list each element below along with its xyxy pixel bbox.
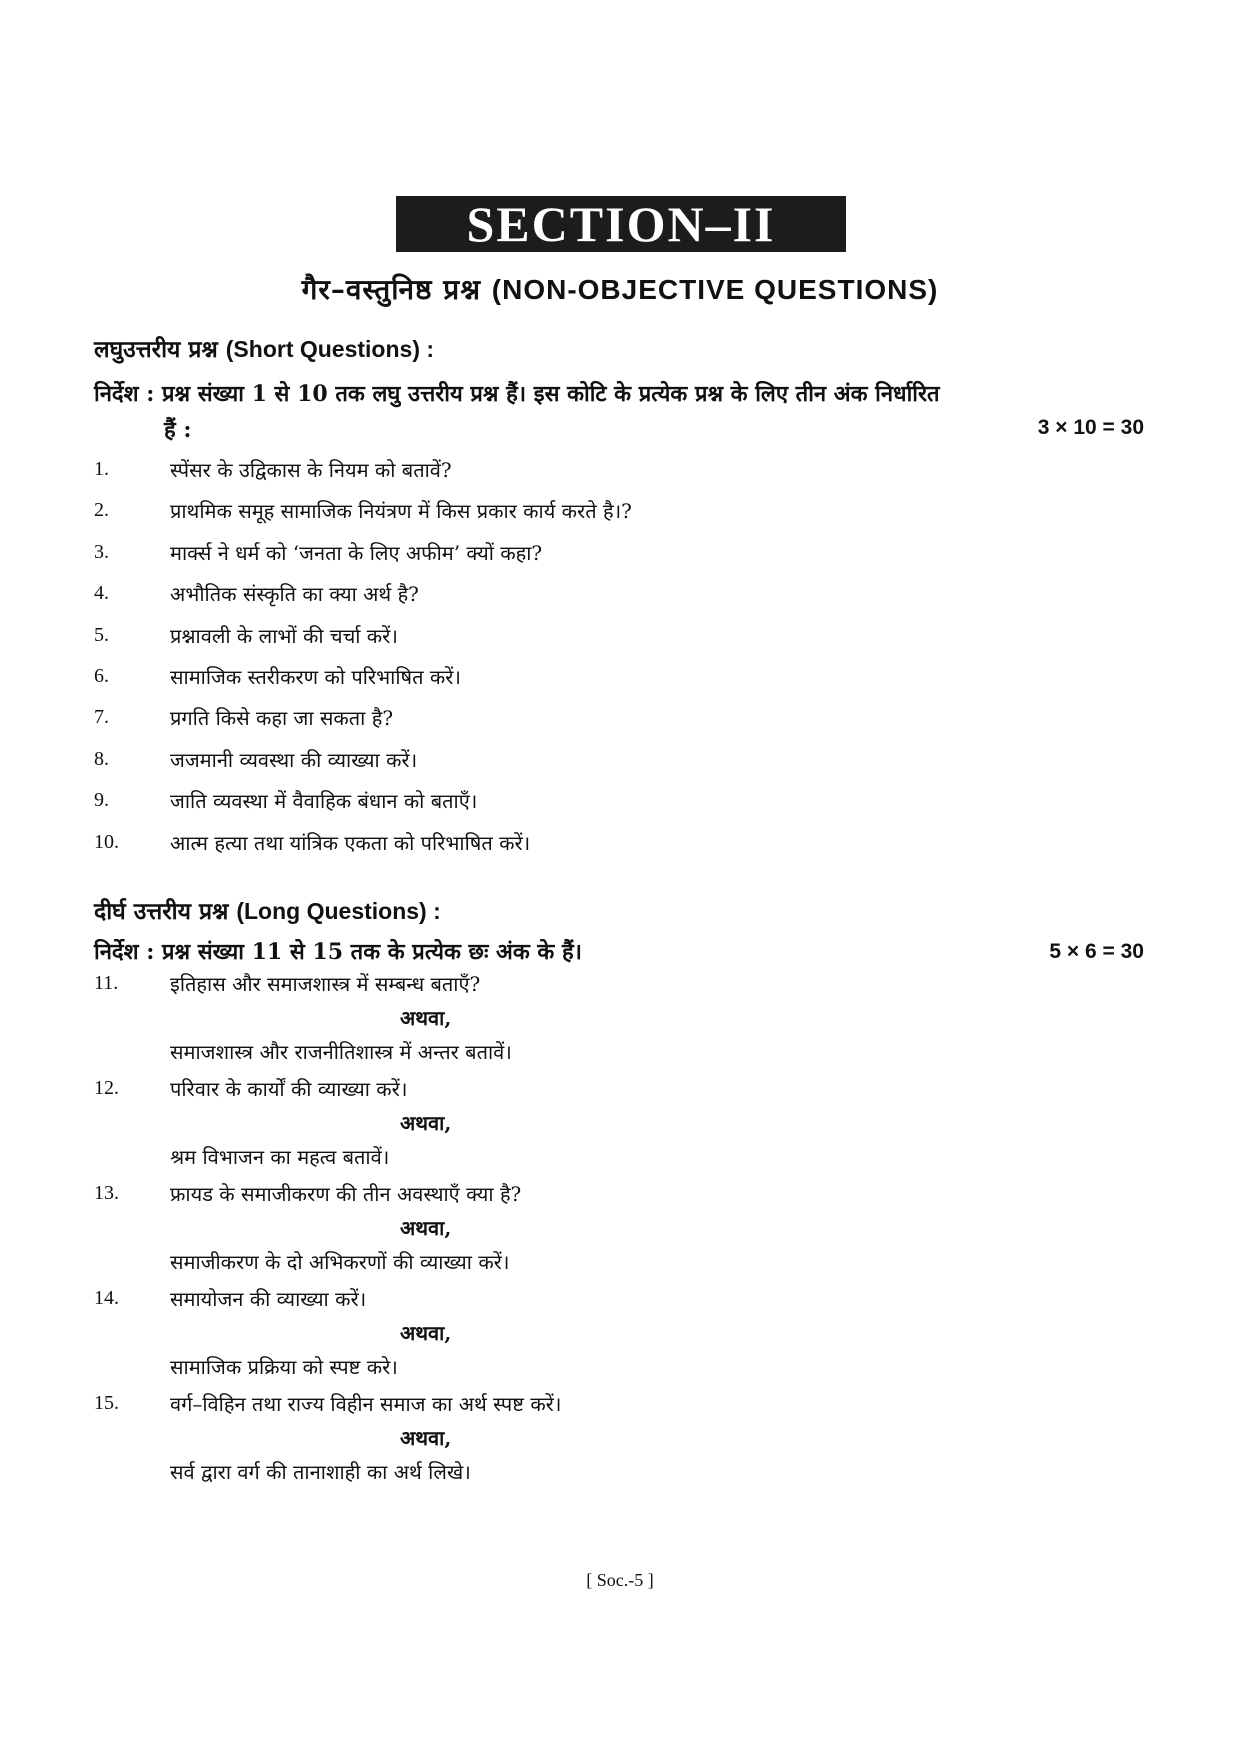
- question-text: स्पेंसर के उद्विकास के नियम को बतावें?: [170, 458, 452, 482]
- short-heading-hindi: लघुउत्तरीय प्रश्न: [94, 336, 218, 363]
- page-footer: [ Soc.-5 ]: [586, 1570, 654, 1590]
- long-instruction: निर्देश : प्रश्न संख्या 11 से 15 तक के प्रत्येक छः अंक के हैं।: [94, 939, 582, 965]
- question-number: 12.: [94, 1077, 119, 1099]
- question-text: जजमानी व्यवस्था की व्याख्या करें।: [170, 748, 418, 772]
- subtitle-hindi: गैर–वस्तुनिष्ठ प्रश्न: [301, 273, 482, 306]
- question-text: सामाजिक स्तरीकरण को परिभाषित करें।: [170, 665, 461, 689]
- question-text: अभौतिक संस्कृति का क्या अर्थ है?: [170, 582, 419, 606]
- alternative-question-text: श्रम विभाजन का महत्व बतावें।: [170, 1145, 390, 1169]
- question-text: प्रश्नावली के लाभों की चर्चा करें।: [170, 624, 398, 648]
- question-number: 8.: [94, 748, 109, 770]
- question-number: 6.: [94, 665, 109, 687]
- question-number: 7.: [94, 706, 109, 728]
- or-label: अथवा,: [400, 1321, 452, 1345]
- question-number: 2.: [94, 499, 109, 521]
- question-number: 9.: [94, 789, 109, 811]
- alternative-question-text: सामाजिक प्रक्रिया को स्पष्ट करे।: [170, 1355, 398, 1379]
- question-text: फ्रायड के समाजीकरण की तीन अवस्थाएँ क्या है?: [170, 1182, 522, 1206]
- long-marks: 5 × 6 = 30: [1049, 940, 1144, 963]
- short-instruction-line2: हैं :: [164, 417, 192, 443]
- alternative-question-text: समाजशास्त्र और राजनीतिशास्त्र में अन्तर बतावें।: [170, 1040, 512, 1064]
- question-number: 3.: [94, 541, 109, 563]
- question-text: वर्ग–विहिन तथा राज्य विहीन समाज का अर्थ स्पष्ट करें।: [170, 1392, 562, 1416]
- question-text: जाति व्यवस्था में वैवाहिक बंधान को बताएँ।: [170, 789, 478, 813]
- alternative-question-text: समाजीकरण के दो अभिकरणों की व्याख्या करें।: [170, 1250, 510, 1274]
- question-number: 13.: [94, 1182, 119, 1204]
- long-heading-english: (Long Questions) :: [236, 898, 441, 924]
- section-title: SECTION–II: [396, 196, 846, 252]
- subtitle-english: (NON-OBJECTIVE QUESTIONS): [491, 274, 939, 305]
- section-subtitle: [0, 270, 1240, 308]
- alternative-question-text: सर्व द्वारा वर्ग की तानाशाही का अर्थ लिखे।: [170, 1460, 471, 1484]
- or-label: अथवा,: [400, 1111, 452, 1135]
- question-text: प्रगति किसे कहा जा सकता है?: [170, 706, 394, 730]
- question-number: 5.: [94, 624, 109, 646]
- question-number: 4.: [94, 582, 109, 604]
- question-number: 15.: [94, 1392, 119, 1414]
- short-heading-english: (Short Questions) :: [225, 336, 435, 362]
- short-instruction-line1: निर्देश : प्रश्न संख्या 1 से 10 तक लघु उत्तरीय प्रश्न हैं। इस कोटि के प्रत्येक प्रश्न के लिए तीन अंक निर्धारित: [94, 381, 940, 407]
- short-questions-heading: [94, 332, 434, 364]
- question-text: समायोजन की व्याख्या करें।: [170, 1287, 367, 1311]
- question-number: 11.: [94, 972, 119, 994]
- long-heading-hindi: दीर्घ उत्तरीय प्रश्न: [94, 898, 229, 925]
- question-text: प्राथमिक समूह सामाजिक नियंत्रण में किस प्रकार कार्य करते है।?: [170, 499, 632, 523]
- question-number: 14.: [94, 1287, 119, 1309]
- or-label: अथवा,: [400, 1006, 452, 1030]
- or-label: अथवा,: [400, 1426, 452, 1450]
- question-number: 1.: [94, 458, 109, 480]
- question-number: 10.: [94, 831, 119, 853]
- short-marks: 3 × 10 = 30: [1037, 416, 1144, 439]
- question-text: परिवार के कार्यों की व्याख्या करें।: [170, 1077, 408, 1101]
- question-text: इतिहास और समाजशास्त्र में सम्बन्ध बताएँ?: [170, 972, 481, 996]
- short-instruction: [94, 376, 1146, 448]
- or-label: अथवा,: [400, 1216, 452, 1240]
- long-questions-heading: [94, 894, 441, 926]
- question-text: आत्म हत्या तथा यांत्रिक एकता को परिभाषित करें।: [170, 831, 531, 855]
- question-text: मार्क्स ने धर्म को ‘जनता के लिए अफीम’ क्यों कहा?: [170, 541, 543, 565]
